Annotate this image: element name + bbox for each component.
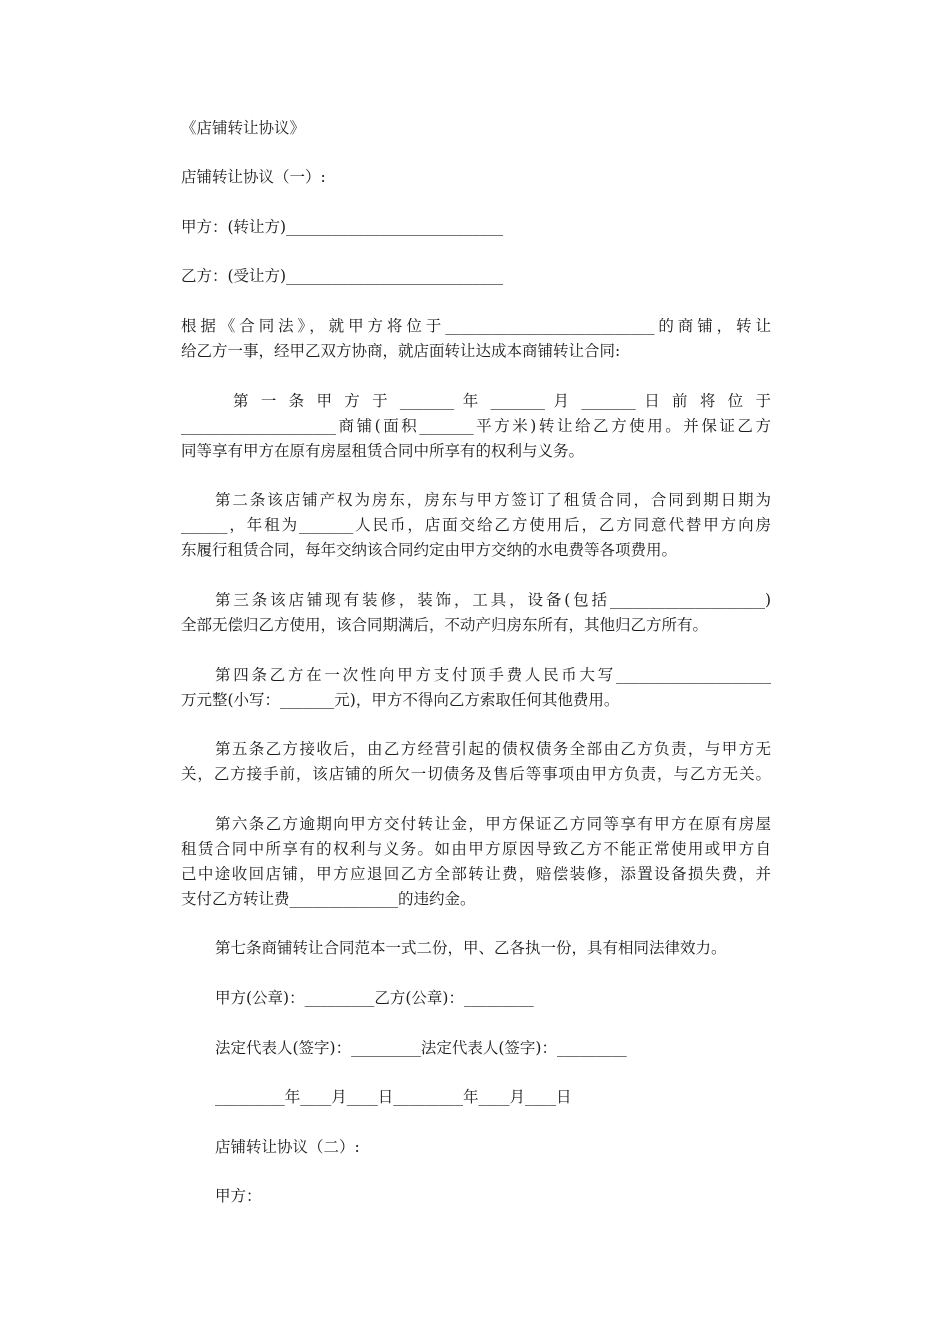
party-b-line: 乙方：(受让方)____________________________ (181, 267, 504, 285)
section-heading-1: 店铺转让协议（一）: (181, 168, 326, 186)
article-1-line: 同等享有甲方在原有房屋租赁合同中所享有的权利与义务。 (181, 442, 585, 460)
section-2-party-a: 甲方： (215, 1187, 262, 1205)
article-6-line: 第六条乙方逾期向甲方交付转让金，甲方保证乙方同等享有甲方在原有房屋 (215, 815, 771, 833)
article-6-line: 己中途收回店铺，甲方应退回乙方全部转让费，赔偿装修，添置设备损失费，并 (181, 865, 771, 883)
article-4-line: 万元整(小写：_______元)，甲方不得向乙方索取任何其他费用。 (181, 691, 620, 709)
article-7-line: 第七条商铺转让合同范本一式二份，甲、乙各执一份，具有相同法律效力。 (215, 939, 727, 957)
article-6-line: 租赁合同中所享有的权利与义务。如由甲方原因导致乙方不能正常使用或甲方自 (181, 840, 771, 858)
document-title: 《店铺转让协议》 (181, 119, 306, 137)
article-2-line: 东履行租赁合同，每年交纳该合同约定由甲方交纳的水电费等各项费用。 (181, 541, 678, 559)
intro-paragraph-line: 根据《合同法》，就甲方将位于___________________________的商铺，转让 (181, 317, 771, 335)
article-1-line: ____________________商铺(面积_______平方米)转让给乙方使用。并保证乙方 (181, 417, 771, 435)
date-line: _________年____月____日_________年____月____日 (215, 1088, 572, 1106)
article-3-line: 第三条该店铺现有装修，装饰，工具，设备(包括____________________) (215, 591, 771, 609)
article-2-line: ______，年租为_______人民币，店面交给乙方使用后，乙方同意代替甲方向房 (181, 516, 771, 534)
article-3-line: 全部无偿归乙方使用，该合同期满后，不动产归房东所有，其他归乙方所有。 (181, 616, 709, 634)
section-heading-2: 店铺转让协议（二）: (215, 1138, 360, 1156)
seal-line: 甲方(公章)：_________乙方(公章)：_________ (215, 989, 534, 1007)
article-6-line: 支付乙方转让费______________的违约金。 (181, 890, 476, 908)
party-a-line: 甲方：(转让方)____________________________ (181, 218, 504, 236)
article-4-line: 第四条乙方在一次性向甲方支付顶手费人民币大写____________________ (215, 666, 771, 684)
signature-line: 法定代表人(签字)：_________法定代表人(签字)：_________ (215, 1039, 627, 1057)
intro-paragraph-line: 给乙方一事，经甲乙双方协商，就店面转让达成本商铺转让合同: (181, 342, 621, 360)
article-1-line: 第 一 条 甲 方 于 _______ 年 _______ 月 _______ 日 前 将 位 于 (233, 392, 771, 410)
article-5-line: 第五条乙方接收后，由乙方经营引起的债权债务全部由乙方负责，与甲方无 (215, 740, 771, 758)
article-5-line: 关，乙方接手前，该店铺的所欠一切债务及售后等事项由甲方负责，与乙方无关。 (181, 765, 771, 783)
article-2-line: 第二条该店铺产权为房东，房东与甲方签订了租赁合同，合同到期日期为 (215, 491, 771, 509)
